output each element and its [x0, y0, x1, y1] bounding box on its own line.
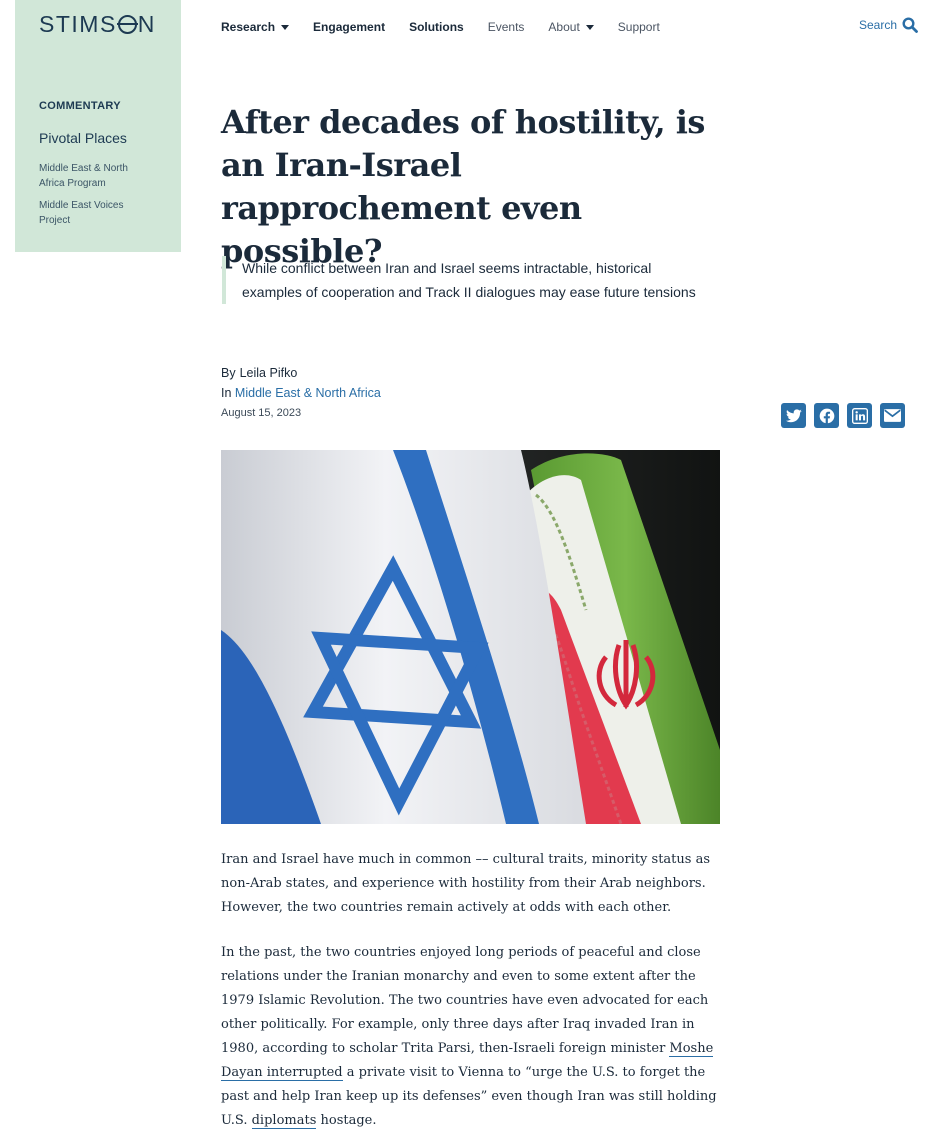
share-linkedin-button[interactable]	[847, 403, 872, 428]
sidebar-panel	[15, 0, 181, 252]
linkedin-icon	[852, 408, 868, 424]
diplomats-link[interactable]: diplomats	[251, 1113, 317, 1128]
flags-illustration	[221, 450, 720, 824]
twitter-icon	[786, 409, 802, 423]
facebook-icon	[819, 408, 835, 424]
chevron-down-icon	[281, 25, 289, 30]
hero-image-flags	[221, 450, 720, 824]
in-label: In	[221, 386, 232, 400]
share-twitter-button[interactable]	[781, 403, 806, 428]
paragraph-text: In the past, the two countries enjoyed long periods of peaceful and close relations under the Iranian monarchy and even to some extent after the 1979 Islamic Revolution. The two countries have even advocated for each other politically. For example, only three days after Iraq invaded Iran in 1980, according to scholar Trita Parsi, then-Israeli foreign minister	[221, 945, 709, 1056]
chevron-down-icon	[586, 25, 594, 30]
logo-globe-icon	[118, 15, 137, 34]
nav-events[interactable]: Events	[487, 20, 525, 34]
project-link[interactable]: Middle East Voices Project	[39, 200, 124, 226]
region-link[interactable]: Middle East & North Africa	[234, 386, 381, 400]
stimson-logo[interactable]: STIMS N	[39, 11, 156, 37]
publish-date: August 15, 2023	[221, 407, 302, 419]
paragraph-text: a private visit to Vienna to “urge the U.S. to forget the past and help Iran keep up its defenses” even though Iran was still holding U.S.	[221, 1065, 717, 1128]
by-label: By	[221, 366, 236, 380]
main-nav	[221, 18, 684, 36]
search-button[interactable]	[859, 17, 918, 33]
paragraph-text: hostage.	[316, 1113, 377, 1128]
article-headline: After decades of hostility, is an Iran-Israel rapprochement even possible?	[221, 103, 705, 270]
nav-solutions[interactable]: Solutions	[409, 20, 464, 34]
share-bar	[781, 403, 905, 428]
search-icon	[902, 17, 918, 33]
moshe-dayan-link[interactable]: Moshe Dayan interrupted	[221, 1041, 714, 1080]
author-link[interactable]: Leila Pifko	[239, 366, 298, 380]
share-facebook-button[interactable]	[814, 403, 839, 428]
program-link[interactable]: Middle East & North Africa Program	[39, 163, 128, 189]
article-paragraph-1: Iran and Israel have much in common –– cultural traits, minority status as non-Arab states, and experience with hostility from their Arab neighbors. However, the two countries remain actively at odds with each other.	[221, 852, 710, 915]
content-category: COMMENTARY	[39, 100, 121, 112]
nav-about[interactable]: About	[548, 20, 593, 34]
article-dek: While conflict between Iran and Israel seems intractable, historical examples of cooperation and Track II dialogues may ease future tensions	[222, 256, 712, 304]
nav-research[interactable]: Research	[221, 20, 289, 34]
search-label: Search	[858, 18, 897, 32]
byline	[221, 363, 381, 403]
series-link[interactable]: Pivotal Places	[39, 130, 127, 146]
nav-support[interactable]: Support	[617, 20, 660, 34]
nav-engagement[interactable]: Engagement	[313, 20, 386, 34]
article-paragraph-2	[221, 941, 721, 1133]
share-email-button[interactable]	[880, 403, 905, 428]
email-icon	[884, 409, 901, 422]
